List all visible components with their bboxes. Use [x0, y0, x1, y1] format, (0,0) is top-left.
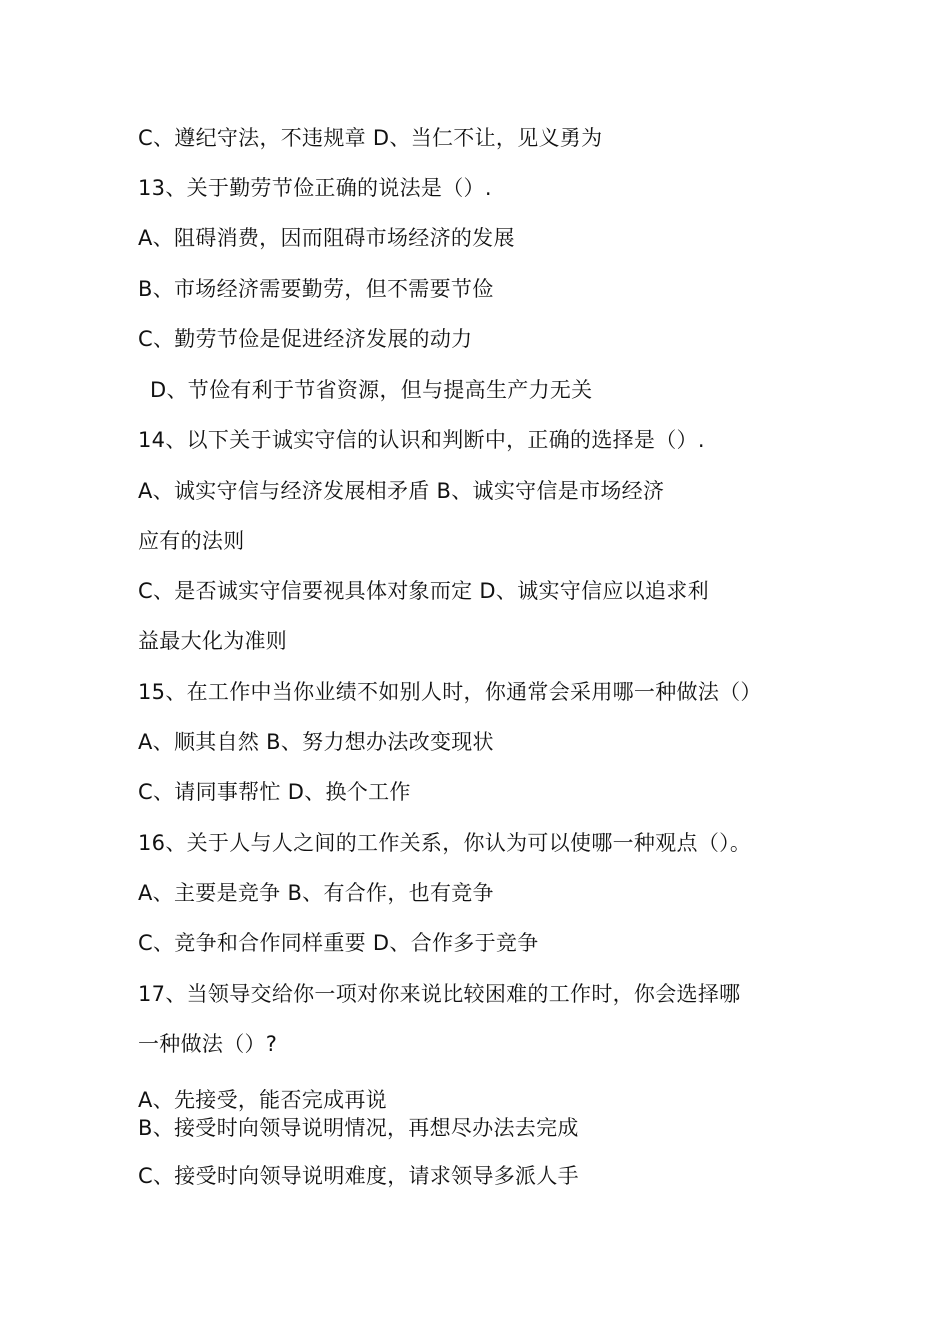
option-line-continued: 益最大化为准则 — [138, 629, 288, 653]
option-line: C、接受时向领导说明难度，请求领导多派人手 — [138, 1164, 579, 1188]
option-line: C、请同事帮忙 D、换个工作 — [138, 780, 411, 804]
option-line: C、竞争和合作同样重要 D、合作多于竞争 — [138, 931, 539, 955]
option-line: A、先接受，能否完成再说 — [138, 1088, 387, 1112]
option-line: A、主要是竞争 B、有合作，也有竞争 — [138, 881, 494, 905]
option-line: C、是否诚实守信要视具体对象而定 D、诚实守信应以追求利 — [138, 579, 709, 603]
question-17: 17、当领导交给你一项对你来说比较困难的工作时，你会选择哪 — [138, 982, 741, 1006]
option-line: B、接受时向领导说明情况，再想尽办法去完成 — [138, 1116, 579, 1140]
option-line: B、市场经济需要勤劳，但不需要节俭 — [138, 277, 494, 301]
option-line: A、诚实守信与经济发展相矛盾 B、诚实守信是市场经济 — [138, 479, 665, 503]
option-line: A、顺其自然 B、努力想办法改变现状 — [138, 730, 494, 754]
question-17-continued: 一种做法（）? — [138, 1032, 278, 1056]
option-line: A、阻碍消费，因而阻碍市场经济的发展 — [138, 226, 515, 250]
question-14: 14、以下关于诚实守信的认识和判断中，正确的选择是（）. — [138, 428, 705, 452]
question-13: 13、关于勤劳节俭正确的说法是（）. — [138, 176, 492, 200]
option-line: D、节俭有利于节省资源，但与提高生产力无关 — [150, 378, 593, 402]
question-16: 16、关于人与人之间的工作关系，你认为可以使哪一种观点（）。 — [138, 831, 752, 855]
option-line-continued: 应有的法则 — [138, 529, 245, 553]
text-line: C、遵纪守法，不违规章 D、当仁不让，见义勇为 — [138, 126, 603, 150]
option-line: C、勤劳节俭是促进经济发展的动力 — [138, 327, 473, 351]
question-15: 15、在工作中当你业绩不如别人时，你通常会采用哪一种做法（） — [138, 680, 762, 704]
